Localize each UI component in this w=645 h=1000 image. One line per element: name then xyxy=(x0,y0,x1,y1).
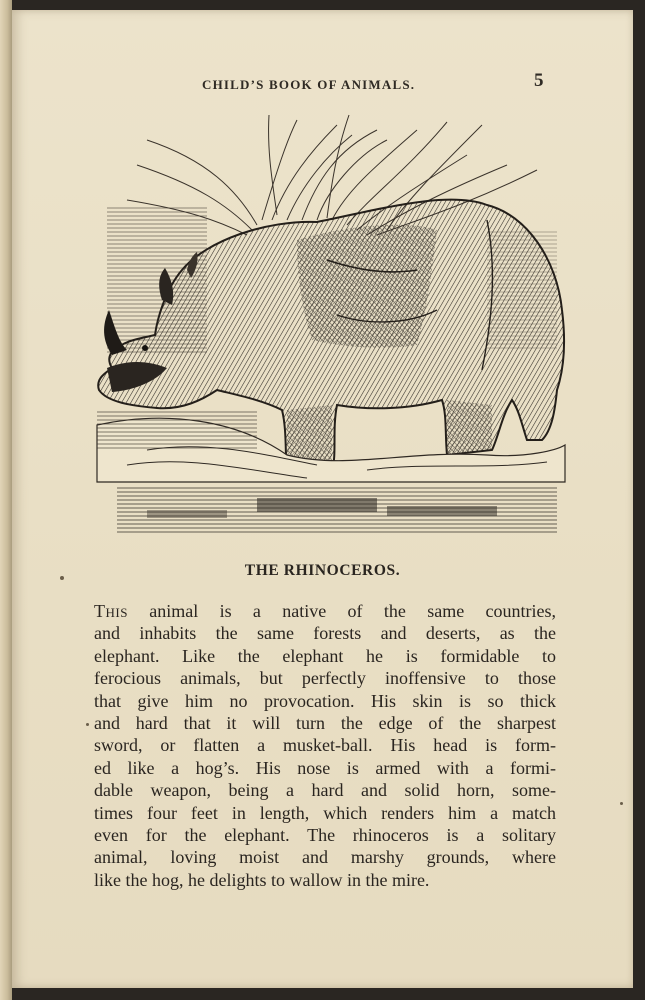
rhinoceros-engraving xyxy=(87,110,567,550)
text-line: times four feet in length, which renders him a match xyxy=(94,802,556,823)
body-paragraph xyxy=(94,600,556,891)
text-line: This animal is a native of the same countries, xyxy=(94,601,556,621)
text-line: like the hog, he delights to wallow in the mire. xyxy=(94,869,430,890)
running-title: CHILD’S BOOK OF ANIMALS. xyxy=(202,77,416,92)
text-line: sword, or flatten a musket-ball. His head is form- xyxy=(94,735,556,756)
text-line: elephant. Like the elephant he is formidable to xyxy=(94,645,556,666)
illustration-caption: THE RHINOCEROS. xyxy=(244,562,401,579)
text-line: dable weapon, being a hard and solid horn, some- xyxy=(94,780,556,801)
paper-speck xyxy=(60,576,64,580)
text-line: and inhabits the same forests and deserts, as the xyxy=(94,623,556,644)
paper-speck xyxy=(86,723,89,726)
text-line: ferocious animals, but perfectly inoffensive to those xyxy=(94,668,556,689)
text-line: that give him no provocation. His skin is so thick xyxy=(94,690,556,711)
text-line: and hard that it will turn the edge of the sharpest xyxy=(94,713,556,734)
book-spine xyxy=(0,0,12,1000)
drop-word: This xyxy=(94,601,128,621)
text-line: even for the elephant. The rhinoceros is a solitary xyxy=(94,825,556,846)
text-line: ed like a hog’s. His nose is armed with a formi- xyxy=(94,757,556,778)
paper-speck xyxy=(620,802,623,805)
book-page xyxy=(12,10,633,988)
page-number: 5 xyxy=(534,70,544,91)
text-line: animal, loving moist and marshy grounds, where xyxy=(94,847,556,868)
